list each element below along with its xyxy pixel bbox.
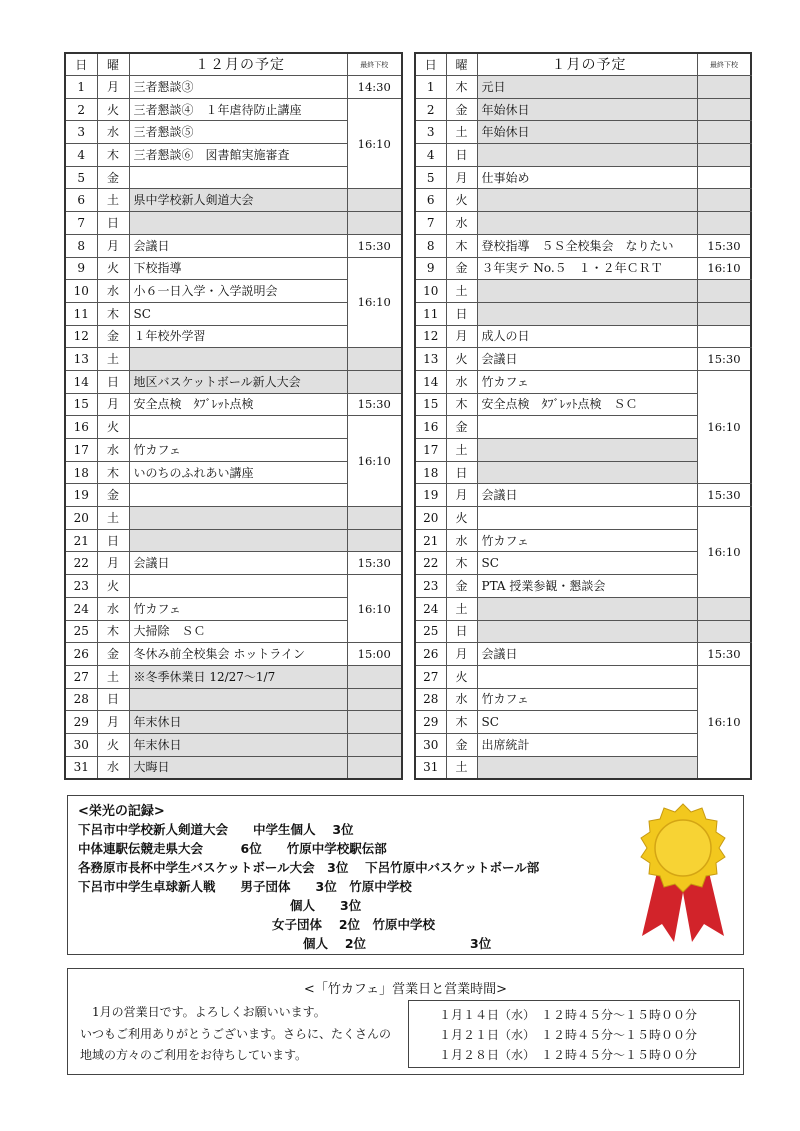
weekday: 火 [97, 733, 129, 756]
day-number: 25 [65, 620, 97, 643]
last-dismissal-time: 15:00 [347, 643, 402, 666]
day-number: 30 [415, 733, 446, 756]
event-text: 大掃除 ＳＣ [129, 620, 347, 643]
schedule-row [65, 643, 402, 666]
event-text: 会議日 [129, 552, 347, 575]
day-number: 13 [415, 348, 446, 371]
last-dismissal-blank [347, 756, 402, 779]
day-number: 8 [415, 234, 446, 257]
event-text: 年末休日 [129, 711, 347, 734]
day-number: 30 [65, 733, 97, 756]
weekday: 金 [97, 643, 129, 666]
last-dismissal-time: 14:30 [347, 76, 402, 99]
event-text: 元日 [477, 76, 697, 99]
schedule-row [65, 416, 402, 439]
weekday: 木 [97, 620, 129, 643]
event-text: 会議日 [477, 484, 697, 507]
day-number: 24 [65, 597, 97, 620]
last-dismissal-time: 15:30 [347, 234, 402, 257]
weekday: 木 [97, 302, 129, 325]
cafe-hours-box [408, 1000, 740, 1068]
schedule-row [415, 665, 751, 688]
event-text: 会議日 [477, 643, 697, 666]
weekday: 土 [97, 665, 129, 688]
event-text: 三者懇談⑥ 図書館実施審査 [129, 144, 347, 167]
event-text [477, 212, 697, 235]
day-number: 27 [65, 665, 97, 688]
day-number: 1 [415, 76, 446, 99]
event-text: SC [477, 552, 697, 575]
schedule-row [415, 302, 751, 325]
event-text: 県中学校新人剣道大会 [129, 189, 347, 212]
weekday: 金 [97, 484, 129, 507]
schedule-row [415, 280, 751, 303]
event-text: 冬休み前全校集会 ホットライン [129, 643, 347, 666]
last-dismissal-blank [347, 507, 402, 530]
weekday: 金 [97, 166, 129, 189]
event-text: 安全点検 ﾀﾌﾞﾚｯﾄ点検 ＳＣ [477, 393, 697, 416]
day-number: 17 [65, 439, 97, 462]
schedule-row [65, 529, 402, 552]
weekday: 月 [446, 166, 477, 189]
weekday: 日 [97, 370, 129, 393]
event-text: 会議日 [477, 348, 697, 371]
last-dismissal-blank [697, 189, 751, 212]
day-number: 28 [65, 688, 97, 711]
weekday: 金 [446, 257, 477, 280]
weekday: 水 [446, 529, 477, 552]
event-text [129, 507, 347, 530]
day-number: 19 [415, 484, 446, 507]
schedule-row [415, 121, 751, 144]
day-number: 21 [415, 529, 446, 552]
last-dismissal-blank [697, 98, 751, 121]
weekday: 木 [446, 76, 477, 99]
schedule-row [65, 234, 402, 257]
event-text: 下校指導 [129, 257, 347, 280]
cafe-hours-line: １月２１日（水） １２時４５分～１５時００分 [439, 1028, 698, 1042]
weekday: 月 [97, 76, 129, 99]
day-number: 21 [65, 529, 97, 552]
schedule-row [415, 484, 751, 507]
event-text: 登校指導 ５Ｓ全校集会 なりたい [477, 234, 697, 257]
day-number: 29 [65, 711, 97, 734]
weekday: 水 [97, 121, 129, 144]
weekday: 月 [97, 234, 129, 257]
last-dismissal-time: 16:10 [347, 257, 402, 348]
day-number: 5 [415, 166, 446, 189]
header-day: 日 [415, 53, 446, 76]
day-number: 6 [415, 189, 446, 212]
event-text [477, 416, 697, 439]
weekday: 金 [446, 416, 477, 439]
event-text [477, 189, 697, 212]
last-dismissal-blank [697, 597, 751, 620]
day-number: 31 [65, 756, 97, 779]
event-text [477, 620, 697, 643]
event-text: 竹カフェ [129, 597, 347, 620]
event-text: 年末休日 [129, 733, 347, 756]
cafe-message-line: いつもご利用ありがとうございます。さらに、たくさんの [80, 1027, 392, 1041]
last-dismissal-blank [697, 212, 751, 235]
day-number: 5 [65, 166, 97, 189]
last-dismissal-blank [347, 711, 402, 734]
last-dismissal-time: 16:10 [347, 98, 402, 189]
weekday: 木 [97, 144, 129, 167]
schedule-row [65, 733, 402, 756]
day-number: 10 [415, 280, 446, 303]
header-last-dismissal: 最終下校 [697, 53, 751, 76]
weekday: 火 [97, 575, 129, 598]
event-text: 三者懇談④ １年虐待防止講座 [129, 98, 347, 121]
weekday: 土 [446, 439, 477, 462]
event-text [129, 416, 347, 439]
day-number: 14 [415, 370, 446, 393]
weekday: 土 [446, 756, 477, 779]
last-dismissal-time: 16:10 [697, 507, 751, 598]
schedule-row [415, 620, 751, 643]
schedule-row [65, 665, 402, 688]
header-last-dismissal: 最終下校 [347, 53, 402, 76]
last-dismissal-blank [347, 189, 402, 212]
schedule-row [65, 575, 402, 598]
event-text [477, 507, 697, 530]
event-text: PTA 授業参観・懇談会 [477, 575, 697, 598]
event-text: 年始休日 [477, 98, 697, 121]
event-text: 成人の日 [477, 325, 697, 348]
event-text [129, 529, 347, 552]
day-number: 24 [415, 597, 446, 620]
day-number: 2 [65, 98, 97, 121]
day-number: 20 [415, 507, 446, 530]
day-number: 22 [415, 552, 446, 575]
weekday: 月 [97, 552, 129, 575]
record-line: 各務原市長杯中学生バスケットボール大会 3位 下呂竹原中バスケットボール部 [78, 860, 540, 875]
last-dismissal-blank [347, 370, 402, 393]
day-number: 17 [415, 439, 446, 462]
schedule-row [65, 688, 402, 711]
day-number: 2 [415, 98, 446, 121]
weekday: 土 [446, 280, 477, 303]
last-dismissal-blank [697, 166, 751, 189]
event-text: 竹カフェ [477, 370, 697, 393]
schedule-row [415, 507, 751, 530]
weekday: 水 [97, 439, 129, 462]
last-dismissal-time: 16:10 [697, 257, 751, 280]
weekday: 水 [446, 212, 477, 235]
weekday: 金 [97, 325, 129, 348]
schedule-row [415, 234, 751, 257]
event-text: 竹カフェ [129, 439, 347, 462]
record-line: 下呂市中学生卓球新人戦 男子団体 3位 竹原中学校 [78, 879, 412, 894]
event-text [129, 348, 347, 371]
event-text: 三者懇談⑤ [129, 121, 347, 144]
weekday: 土 [97, 348, 129, 371]
event-text: 三者懇談③ [129, 76, 347, 99]
day-number: 18 [415, 461, 446, 484]
day-number: 20 [65, 507, 97, 530]
weekday: 火 [97, 98, 129, 121]
schedule-row [65, 756, 402, 779]
records-heading: <栄光の記録> [78, 804, 165, 819]
record-line: 女子団体 2位 竹原中学校 [272, 917, 436, 932]
last-dismissal-blank [697, 76, 751, 99]
event-text [477, 665, 697, 688]
weekday: 火 [97, 257, 129, 280]
weekday: 日 [97, 529, 129, 552]
event-text: ※冬季休業日 12/27～1/7 [129, 665, 347, 688]
day-number: 27 [415, 665, 446, 688]
event-text: ３年実テ No.５ １・２年ＣＲＴ [477, 257, 697, 280]
day-number: 12 [415, 325, 446, 348]
last-dismissal-blank [697, 325, 751, 348]
schedule-row [415, 212, 751, 235]
day-number: 26 [415, 643, 446, 666]
weekday: 月 [446, 484, 477, 507]
day-number: 6 [65, 189, 97, 212]
last-dismissal-time: 15:30 [697, 348, 751, 371]
day-number: 11 [65, 302, 97, 325]
last-dismissal-blank [347, 529, 402, 552]
weekday: 金 [446, 733, 477, 756]
event-text: 仕事始め [477, 166, 697, 189]
day-number: 8 [65, 234, 97, 257]
last-dismissal-time: 16:10 [347, 575, 402, 643]
last-dismissal-time: 15:30 [697, 643, 751, 666]
schedule-row [65, 348, 402, 371]
header-day: 日 [65, 53, 97, 76]
january-title: １月の予定 [477, 53, 697, 76]
day-number: 19 [65, 484, 97, 507]
event-text [477, 461, 697, 484]
last-dismissal-blank [697, 280, 751, 303]
last-dismissal-blank [697, 144, 751, 167]
schedule-row [415, 189, 751, 212]
weekday: 水 [446, 370, 477, 393]
event-text [477, 756, 697, 779]
weekday: 月 [97, 711, 129, 734]
weekday: 日 [446, 302, 477, 325]
event-text [129, 688, 347, 711]
schedule-row [415, 76, 751, 99]
weekday: 日 [446, 461, 477, 484]
last-dismissal-time: 16:10 [697, 665, 751, 779]
cafe-hours-line: １月１４日（水） １２時４５分～１５時００分 [439, 1008, 698, 1022]
event-text: １年校外学習 [129, 325, 347, 348]
cafe-hours-line: １月２８日（水） １２時４５分～１５時００分 [439, 1048, 698, 1062]
day-number: 11 [415, 302, 446, 325]
last-dismissal-blank [347, 212, 402, 235]
header-weekday: 曜 [97, 53, 129, 76]
day-number: 26 [65, 643, 97, 666]
last-dismissal-blank [347, 665, 402, 688]
weekday: 木 [446, 393, 477, 416]
event-text [129, 484, 347, 507]
last-dismissal-blank [347, 348, 402, 371]
event-text [129, 212, 347, 235]
event-text: 小６一日入学・入学説明会 [129, 280, 347, 303]
event-text [477, 597, 697, 620]
cafe-message-line: 地域の方々のご利用をお待ちしています。 [80, 1048, 308, 1062]
weekday: 木 [446, 711, 477, 734]
schedule-row [415, 643, 751, 666]
day-number: 9 [65, 257, 97, 280]
event-text: 年始休日 [477, 121, 697, 144]
record-line: 3位 [470, 936, 492, 951]
schedule-row [65, 189, 402, 212]
event-text [477, 144, 697, 167]
day-number: 7 [65, 212, 97, 235]
event-text [129, 166, 347, 189]
event-text: いのちのふれあい講座 [129, 461, 347, 484]
last-dismissal-time: 15:30 [347, 552, 402, 575]
weekday: 火 [446, 348, 477, 371]
schedule-row [65, 257, 402, 280]
event-text [477, 302, 697, 325]
schedule-row [65, 393, 402, 416]
weekday: 日 [446, 144, 477, 167]
schedule-row [415, 597, 751, 620]
event-text: 竹カフェ [477, 688, 697, 711]
schedule-row [65, 507, 402, 530]
last-dismissal-time: 16:10 [697, 370, 751, 483]
schedule-row [65, 212, 402, 235]
december-title: １２月の予定 [129, 53, 347, 76]
event-text: SC [477, 711, 697, 734]
cafe-message-line: 1月の営業日です。よろしくお願いいます。 [92, 1005, 326, 1019]
day-number: 14 [65, 370, 97, 393]
day-number: 3 [415, 121, 446, 144]
header-weekday: 曜 [446, 53, 477, 76]
event-text [477, 439, 697, 462]
weekday: 月 [97, 393, 129, 416]
last-dismissal-blank [347, 688, 402, 711]
weekday: 月 [446, 325, 477, 348]
day-number: 23 [65, 575, 97, 598]
schedule-row [415, 348, 751, 371]
day-number: 31 [415, 756, 446, 779]
schedule-row [415, 144, 751, 167]
weekday: 火 [97, 416, 129, 439]
last-dismissal-time: 16:10 [347, 416, 402, 507]
record-line: 個人 2位 [303, 936, 367, 951]
event-text: 地区バスケットボール新人大会 [129, 370, 347, 393]
schedule-row [65, 76, 402, 99]
last-dismissal-blank [347, 733, 402, 756]
last-dismissal-blank [697, 121, 751, 144]
weekday: 水 [446, 688, 477, 711]
day-number: 10 [65, 280, 97, 303]
day-number: 22 [65, 552, 97, 575]
last-dismissal-time: 15:30 [697, 484, 751, 507]
weekday: 水 [97, 756, 129, 779]
day-number: 12 [65, 325, 97, 348]
schedule-row [415, 166, 751, 189]
schedule-row [65, 370, 402, 393]
event-text [477, 280, 697, 303]
day-number: 29 [415, 711, 446, 734]
records-box [67, 795, 744, 955]
record-line: 下呂市中学校新人剣道大会 中学生個人 3位 [78, 822, 354, 837]
day-number: 28 [415, 688, 446, 711]
last-dismissal-blank [697, 302, 751, 325]
event-text: 安全点検 ﾀﾌﾞﾚｯﾄ点検 [129, 393, 347, 416]
day-number: 3 [65, 121, 97, 144]
event-text: 竹カフェ [477, 529, 697, 552]
weekday: 火 [446, 189, 477, 212]
day-number: 7 [415, 212, 446, 235]
weekday: 土 [97, 507, 129, 530]
weekday: 木 [446, 234, 477, 257]
day-number: 4 [415, 144, 446, 167]
event-text: 大晦日 [129, 756, 347, 779]
event-text: 出席統計 [477, 733, 697, 756]
weekday: 金 [446, 98, 477, 121]
event-text: 会議日 [129, 234, 347, 257]
record-line: 中体連駅伝競走県大会 6位 竹原中学校駅伝部 [78, 841, 387, 856]
day-number: 13 [65, 348, 97, 371]
weekday: 土 [446, 597, 477, 620]
day-number: 15 [415, 393, 446, 416]
weekday: 火 [446, 507, 477, 530]
january-schedule-table [414, 52, 752, 780]
record-line: 個人 3位 [290, 898, 362, 913]
weekday: 日 [97, 212, 129, 235]
weekday: 金 [446, 575, 477, 598]
weekday: 日 [97, 688, 129, 711]
medal-icon [628, 798, 738, 948]
day-number: 16 [65, 416, 97, 439]
weekday: 日 [446, 620, 477, 643]
schedule-row [65, 711, 402, 734]
last-dismissal-time: 15:30 [347, 393, 402, 416]
day-number: 4 [65, 144, 97, 167]
schedule-row [415, 257, 751, 280]
day-number: 15 [65, 393, 97, 416]
weekday: 土 [446, 121, 477, 144]
weekday: 木 [97, 461, 129, 484]
schedule-row [415, 98, 751, 121]
schedule-row [65, 552, 402, 575]
schedule-row [65, 98, 402, 121]
day-number: 9 [415, 257, 446, 280]
december-schedule-table [64, 52, 403, 780]
event-text [129, 575, 347, 598]
cafe-title: <「竹カフェ」営業日と営業時間> [303, 982, 508, 997]
weekday: 土 [97, 189, 129, 212]
day-number: 16 [415, 416, 446, 439]
weekday: 水 [97, 597, 129, 620]
weekday: 月 [446, 643, 477, 666]
schedule-row [415, 370, 751, 393]
weekday: 木 [446, 552, 477, 575]
event-text: SC [129, 302, 347, 325]
schedule-row [415, 325, 751, 348]
weekday: 火 [446, 665, 477, 688]
day-number: 25 [415, 620, 446, 643]
day-number: 1 [65, 76, 97, 99]
last-dismissal-time: 15:30 [697, 234, 751, 257]
weekday: 水 [97, 280, 129, 303]
day-number: 18 [65, 461, 97, 484]
day-number: 23 [415, 575, 446, 598]
last-dismissal-blank [697, 620, 751, 643]
